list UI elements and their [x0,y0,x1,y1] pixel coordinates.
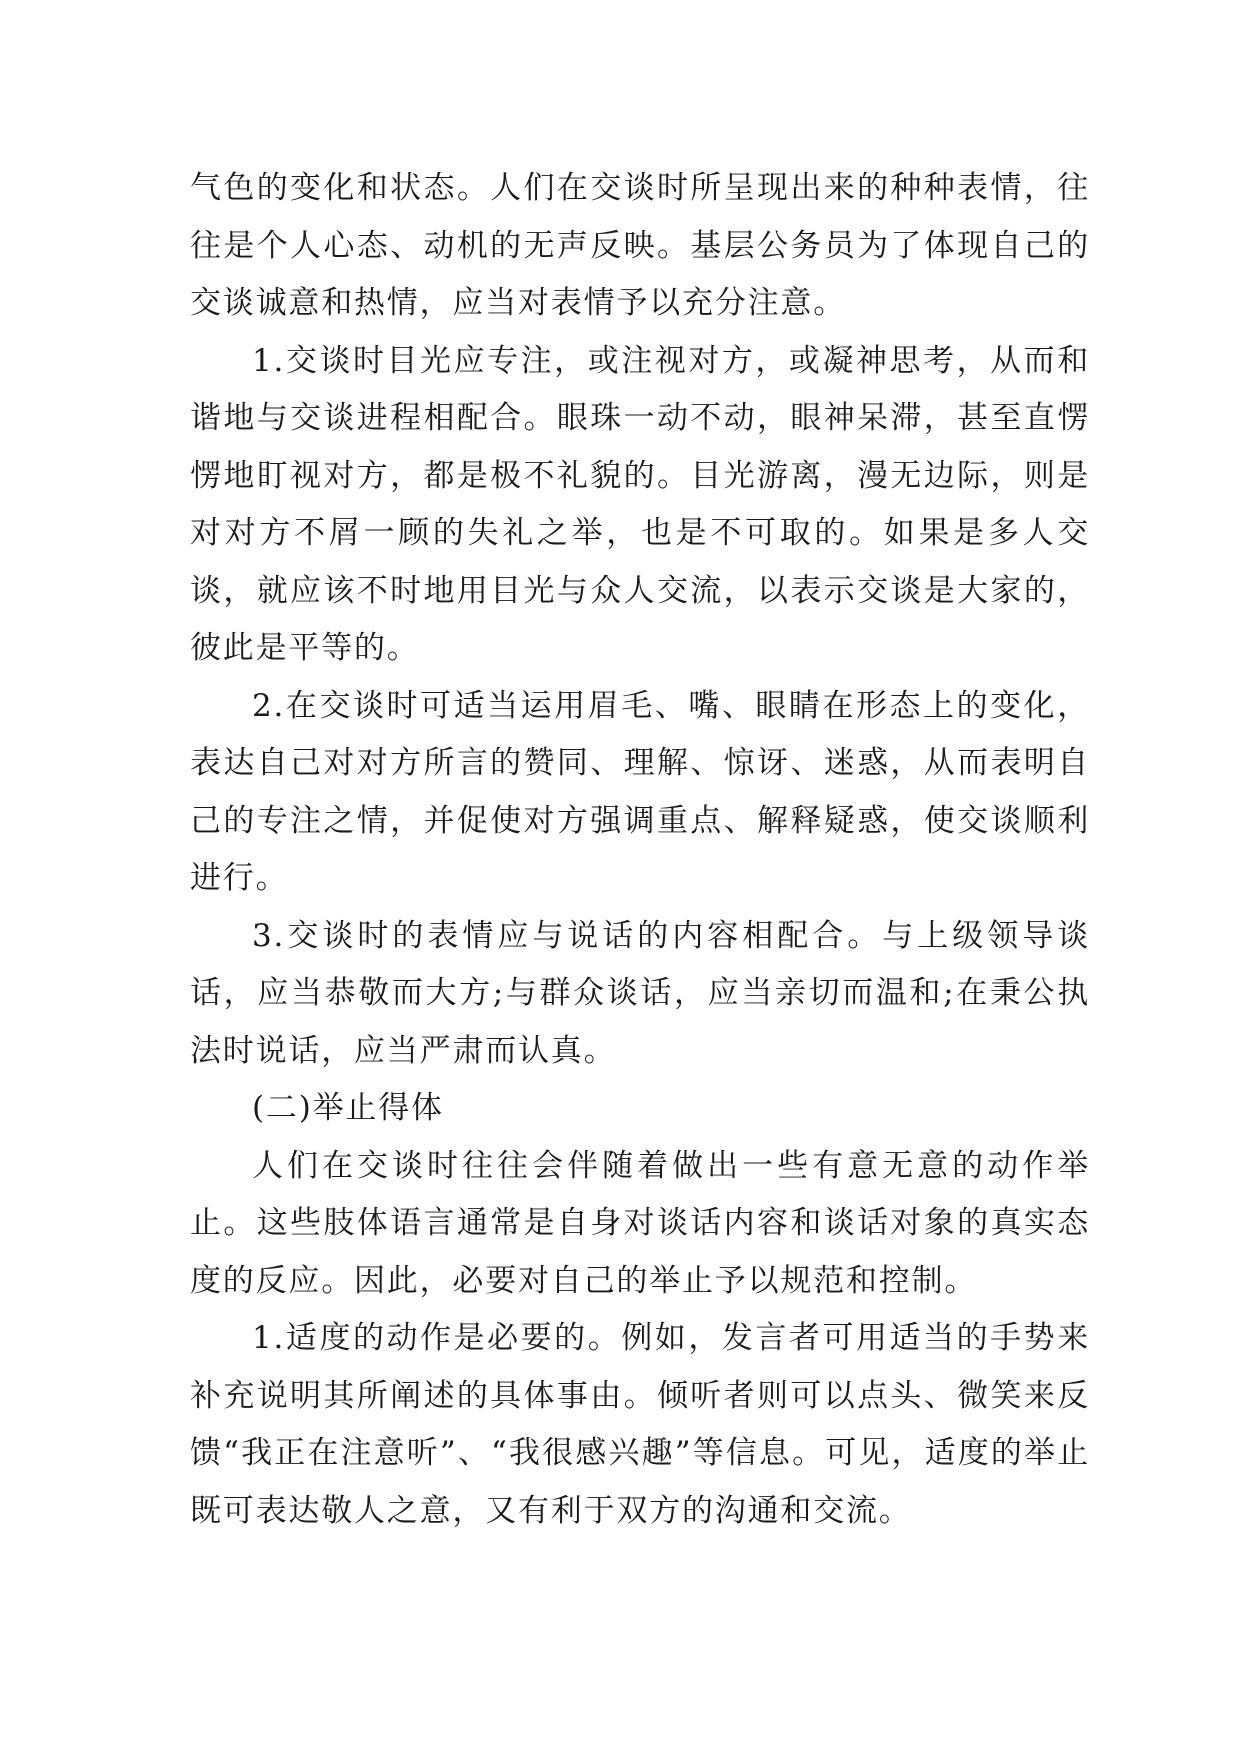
paragraph-expression-content-match: 3.交谈时的表情应与说话的内容相配合。与上级领导谈话，应当恭敬而大方;与群众谈话，应当亲切而温和;在秉公执法时说话，应当严肃而认真。 [190,917,1090,1069]
paragraph-behavior-intro: 人们在交谈时往往会伴随着做出一些有意无意的动作举止。这些肢体语言通常是自身对谈话内容和谈话对象的真实态度的反应。因此，必要对自己的举止予以规范和控制。 [190,1147,1090,1299]
document-body [190,160,1090,1540]
paragraph-moderate-gestures: 1.适度的动作是必要的。例如，发言者可用适当的手势来补充说明其所阐述的具体事由。倾听者则可以点头、微笑来反馈“我正在注意听”、“我很感兴趣”等信息。可见，适度的举止既可表达敬人之意，又有利于双方的沟通和交流。 [190,1320,1090,1529]
paragraph-eye-contact: 1.交谈时目光应专注，或注视对方，或凝神思考，从而和谐地与交谈进程相配合。眼珠一动不动，眼神呆滞，甚至直愣愣地盯视对方，都是极不礼貌的。目光游离，漫无边际，则是对对方不屑一顾的失礼之举，也是不可取的。如果是多人交谈，就应该不时地用目光与众人交流，以表示交谈是大家的，彼此是平等的。 [190,342,1090,666]
paragraph-facial-movement: 2.在交谈时可适当运用眉毛、嘴、眼睛在形态上的变化，表达自己对对方所言的赞同、理解、惊讶、迷惑，从而表明自己的专注之情，并促使对方强调重点、解释疑惑，使交谈顺利进行。 [190,687,1090,896]
section-heading-appropriate-behavior: (二)举止得体 [252,1090,444,1126]
paragraph-facial-expression-intro: 气色的变化和状态。人们在交谈时所呈现出来的种种表情，往往是个人心态、动机的无声反映。基层公务员为了体现自己的交谈诚意和热情，应当对表情予以充分注意。 [190,170,1090,321]
